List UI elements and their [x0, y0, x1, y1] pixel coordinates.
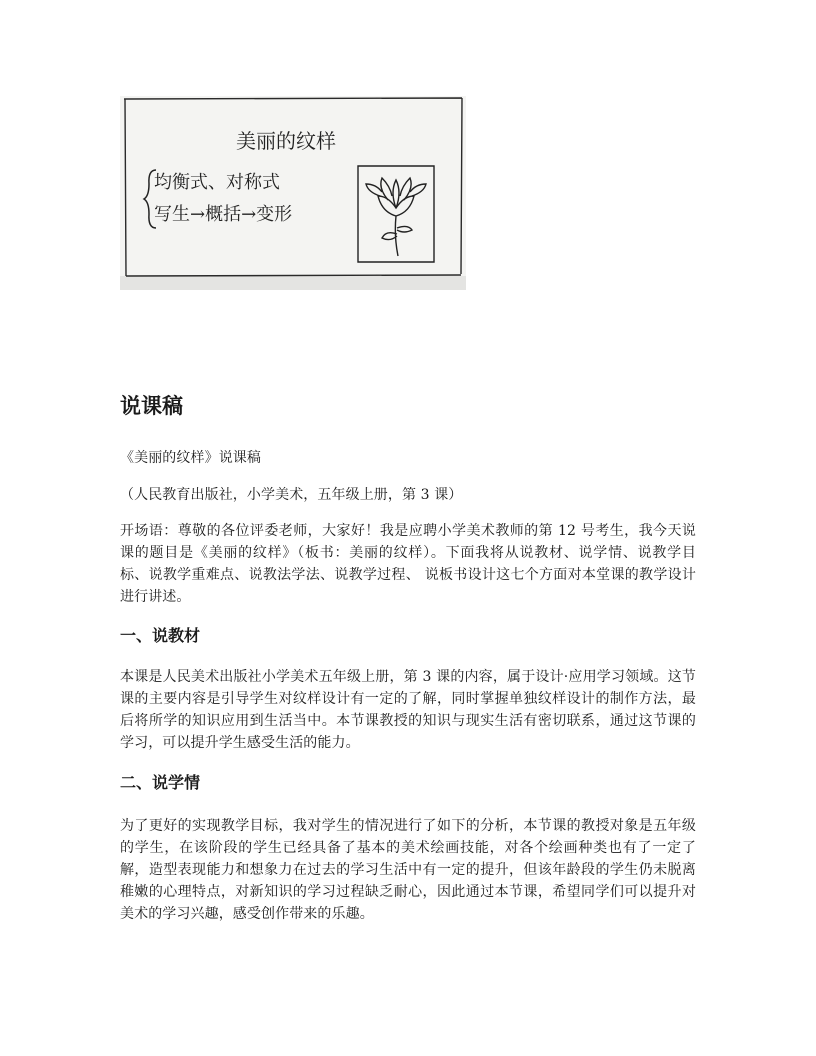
- section-body-textbook: 本课是人民美术出版社小学美术五年级上册，第 3 课的内容，属于设计·应用学习领域。这节课的主要内容是引导学生对纹样设计有一定的了解，同时掌握单独纹样设计的制作方法，最后将所学的知识应用到生活当中。本节课教授的知识与现实生活有密切联系，通过这节课的学习，可以提升学生感受生活的能力。: [120, 669, 696, 751]
- board-line2: 写生→概括→变形: [154, 204, 293, 225]
- publisher-line: （人民教育出版社，小学美术，五年级上册，第 3 课）: [120, 487, 463, 503]
- opening-paragraph: 开场语：尊敬的各位评委老师，大家好！我是应聘小学美术教师的第 12 号考生，我今天说课的题目是《美丽的纹样》（板书：美丽的纹样）。下面我将从说教材、说学情、说教学目标、说教学重难点、说教法学法、说教学过程、 说板书设计这七个方面对本堂课的教学设计进行讲述。: [120, 523, 696, 605]
- blackboard-design-photo: [120, 96, 466, 290]
- board-sketch: [120, 96, 466, 290]
- section-heading-textbook: 一、说教材: [120, 626, 201, 645]
- section-body-students: 为了更好的实现教学目标，我对学生的情况进行了如下的分析，本节课的教授对象是五年级的学生，在该阶段的学生已经具备了基本的美术绘画技能，对各个绘画种类也有了一定了解，造型表现能力和想象力在过去的学习生活中有一定的提升，但该年龄段的学生仍未脱离稚嫩的心理特点，对新知识的学习过程缺乏耐心，因此通过本节课，希望同学们可以提升对美术的学习兴趣，感受创作带来的乐趣。: [120, 818, 696, 922]
- lesson-subtitle: 《美丽的纹样》说课稿: [120, 450, 261, 466]
- section-heading-students: 二、说学情: [120, 773, 201, 792]
- board-title: 美丽的纹样: [236, 129, 336, 153]
- board-line1: 均衡式、对称式: [154, 172, 280, 193]
- page-title: 说课稿: [120, 394, 183, 418]
